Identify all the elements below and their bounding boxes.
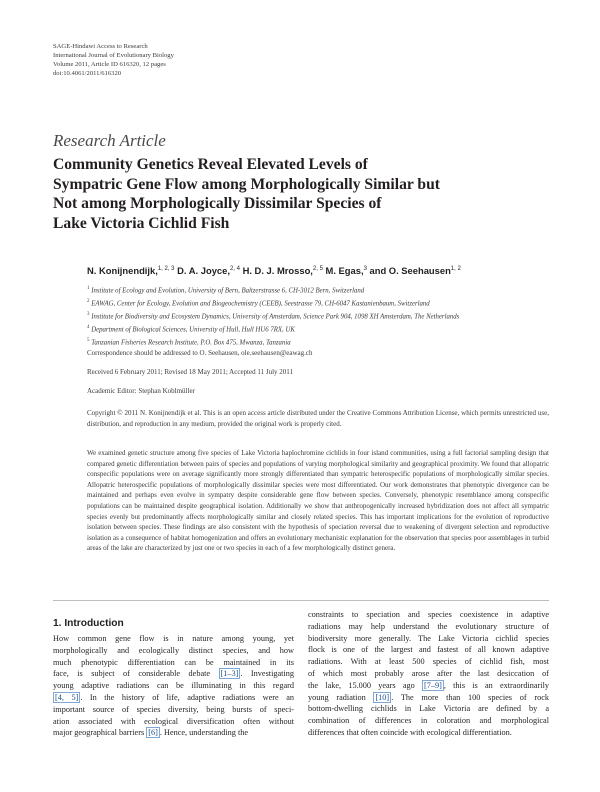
citation-link[interactable]: [4, 5] [55,692,79,702]
academic-editor: Academic Editor: Stephan Koblmüller [87,387,195,395]
title-line: Sympatric Gene Flow among Morphologically Similar but [53,175,440,193]
citation-link[interactable]: [1–3] [220,669,239,679]
affiliations [87,284,557,349]
body-column-right [308,609,549,739]
section-divider [53,600,549,601]
body-text-line: much phenotypic differentiation can be maintained in its [53,657,294,667]
article-dates: Received 6 February 2011; Revised 18 May 2011; Accepted 11 July 2011 [87,368,294,376]
author-affil-ref: 1, 2, 3 [157,265,175,272]
body-text-line: [4, 5] . In the history of life, adaptive radiations were an [55,692,294,702]
article-type: Research Article [53,131,166,150]
section-heading: 1. Introduction [53,618,124,629]
body-text-line: the lake, 15.000 years ago [7–9] , this is an extraordinarily [308,680,549,690]
journal-header [53,42,174,78]
author-name: H. D. J. Mrosso, [242,265,313,276]
body-text-line: How common gene flow is in nature among young, yet [53,634,294,643]
body-text-line: ation associated with ecological diversification often without [53,716,294,726]
paper-title [53,155,513,233]
author-affil-ref: 2, 5 [312,265,323,272]
body-text-line: face, is subject of considerable debate [1–3] . Investigating [53,669,294,679]
author-name: and O. Seehausen [369,265,451,276]
citation-link[interactable]: [7–9] [423,680,442,690]
body-text-line: young adaptive radiations can be illuminating in this regard [53,681,294,691]
volume-info: Volume 2011, Article ID 616320, 12 pages [53,61,166,68]
affiliation [87,336,557,349]
body-text-line: bottom-dwelling cichlids in Lake Victoria are defined by a [308,704,549,714]
affiliation-number: 3 [87,312,90,318]
doi: doi:10.4061/2011/616320 [53,70,122,77]
abstract: We examined genetic structure among five species of Lake Victoria haplochromine cichlids in four island communities, using a full factorial sampling design that compared genetic differentiation between pairs of species and populations of varying morphological similarity and geographical proximity. We found that allopatric conspecific populations were on average significantly more strongly differentiated than sympatric heterospecific populations of morphologically similar species. Allopatric heterospecific populations of morphologically dissimilar species were most differentiated. Our work demonstrates that phenotypic divergence can be maintained and perhaps even evolve in sympatry despite considerable gene flow between species. Conversely, phenotypic resemblance among conspecific populations can be maintained despite geographical isolation. Additionally we show that anthropogenically increased hybridization does not affect all sympatric species evenly but predominantly affects morphologically similar and closely related species. This has important implications for the evolution of reproductive isolation between species. These findings are also consistent with the hypothesis of speciation reversal due to weakening of divergent selection and reproductive isolation as a consequence of habitat homogenization and offers an evolutionary mechanistic explanation for the observation that species poor assemblages in turbid areas of the lake are characterized by just one or two species in each of a few morphologically distinct genera. [87,449,549,553]
affiliation [87,310,557,323]
author-name: N. Konijnendijk, [87,265,158,276]
affiliation-number: 4 [87,325,90,331]
journal-name: International Journal of Evolutionary Biology [53,52,174,59]
body-text-line: flock is one of the largest and fastest of all known adaptive [308,645,549,655]
publisher-line: SAGE-Hindawi Access to Research [53,43,148,50]
affiliation [87,297,557,310]
affiliation-text: EAWAG, Center for Ecology, Evolution and Biogeochemistry (CEEB), Seestrasse 79, CH-6047 Kastanienbaum, Switzerland [91,300,430,308]
body-text-line: of which most probably arose after the last desiccation of [308,668,549,678]
affiliation-text: Tanzanian Fisheries Research Institute, P.O. Box 475, Mwanza, Tanzania [91,339,291,347]
body-text-line: radiations may help understand the evolutionary structure of [308,621,549,631]
body-text-line: important source of species diversity, being bursts of speci- [53,704,294,714]
affiliation-text: Department of Biological Sciences, University of Hull, Hull HU6 7RX, UK [91,326,295,334]
title-line: Not among Morphologically Dissimilar Species of [53,195,382,212]
author-name: M. Egas, [325,265,364,276]
affiliation-text: Institute of Ecology and Evolution, University of Bern, Baltzerstrasse 6, CH-3012 Bern, Switzerland [91,287,365,295]
affiliation [87,284,557,297]
copyright-notice: Copyright © 2011 N. Konijnendijk et al. This is an open access article distributed under the Creative Commons Attribution License, which permits unrestricted use, distribution, and reproduction in any medium, provided the original work is properly cited. [87,409,549,428]
title-line: Lake Victoria Cichlid Fish [53,214,230,232]
author-affil-ref: 3 [363,265,367,272]
affiliation-number: 1 [87,286,90,291]
affiliation [87,323,557,336]
affiliation-number: 2 [87,299,90,305]
citation-link[interactable]: [10] [375,692,390,702]
author-affil-ref: 1, 2 [450,265,461,272]
body-text-line: young radiation [10] . The more than 100 species of rock [308,692,550,702]
author-affil-ref: 2, 4 [229,265,240,272]
body-text-line: differences that often coincide with ecological differentiation. [308,727,512,737]
author-name: D. A. Joyce, [177,265,230,276]
author-list [87,265,461,276]
body-text-line: morphologically and ecologically distinct species, and how [53,645,294,655]
body-text-line: major geographical barriers [6] . Hence, understanding the [53,728,249,738]
citation-link[interactable]: [6] [148,728,158,738]
body-text-line: combination of differences in coloration and morphological [308,716,549,726]
body-text-line: biodiversity more generally. The Lake Victoria cichlid species [308,633,549,643]
body-text-line: radiations. With at least 500 species of cichlid fish, most [308,657,549,667]
affiliation-text: Institute for Biodiversity and Ecosystem Dynamics, University of Amsterdam, Science Park 904, 1098 XH Amsterdam, The Netherlands [91,313,460,321]
body-column-left [53,633,294,739]
title-line: Community Genetics Reveal Elevated Levels of [53,156,368,173]
affiliation-number: 5 [87,338,90,344]
body-text-line: constraints to speciation and species coexistence in adaptive [308,610,549,619]
correspondence: Correspondence should be addressed to O. Seehausen, ole.seehausen@eawag.ch [87,349,313,357]
